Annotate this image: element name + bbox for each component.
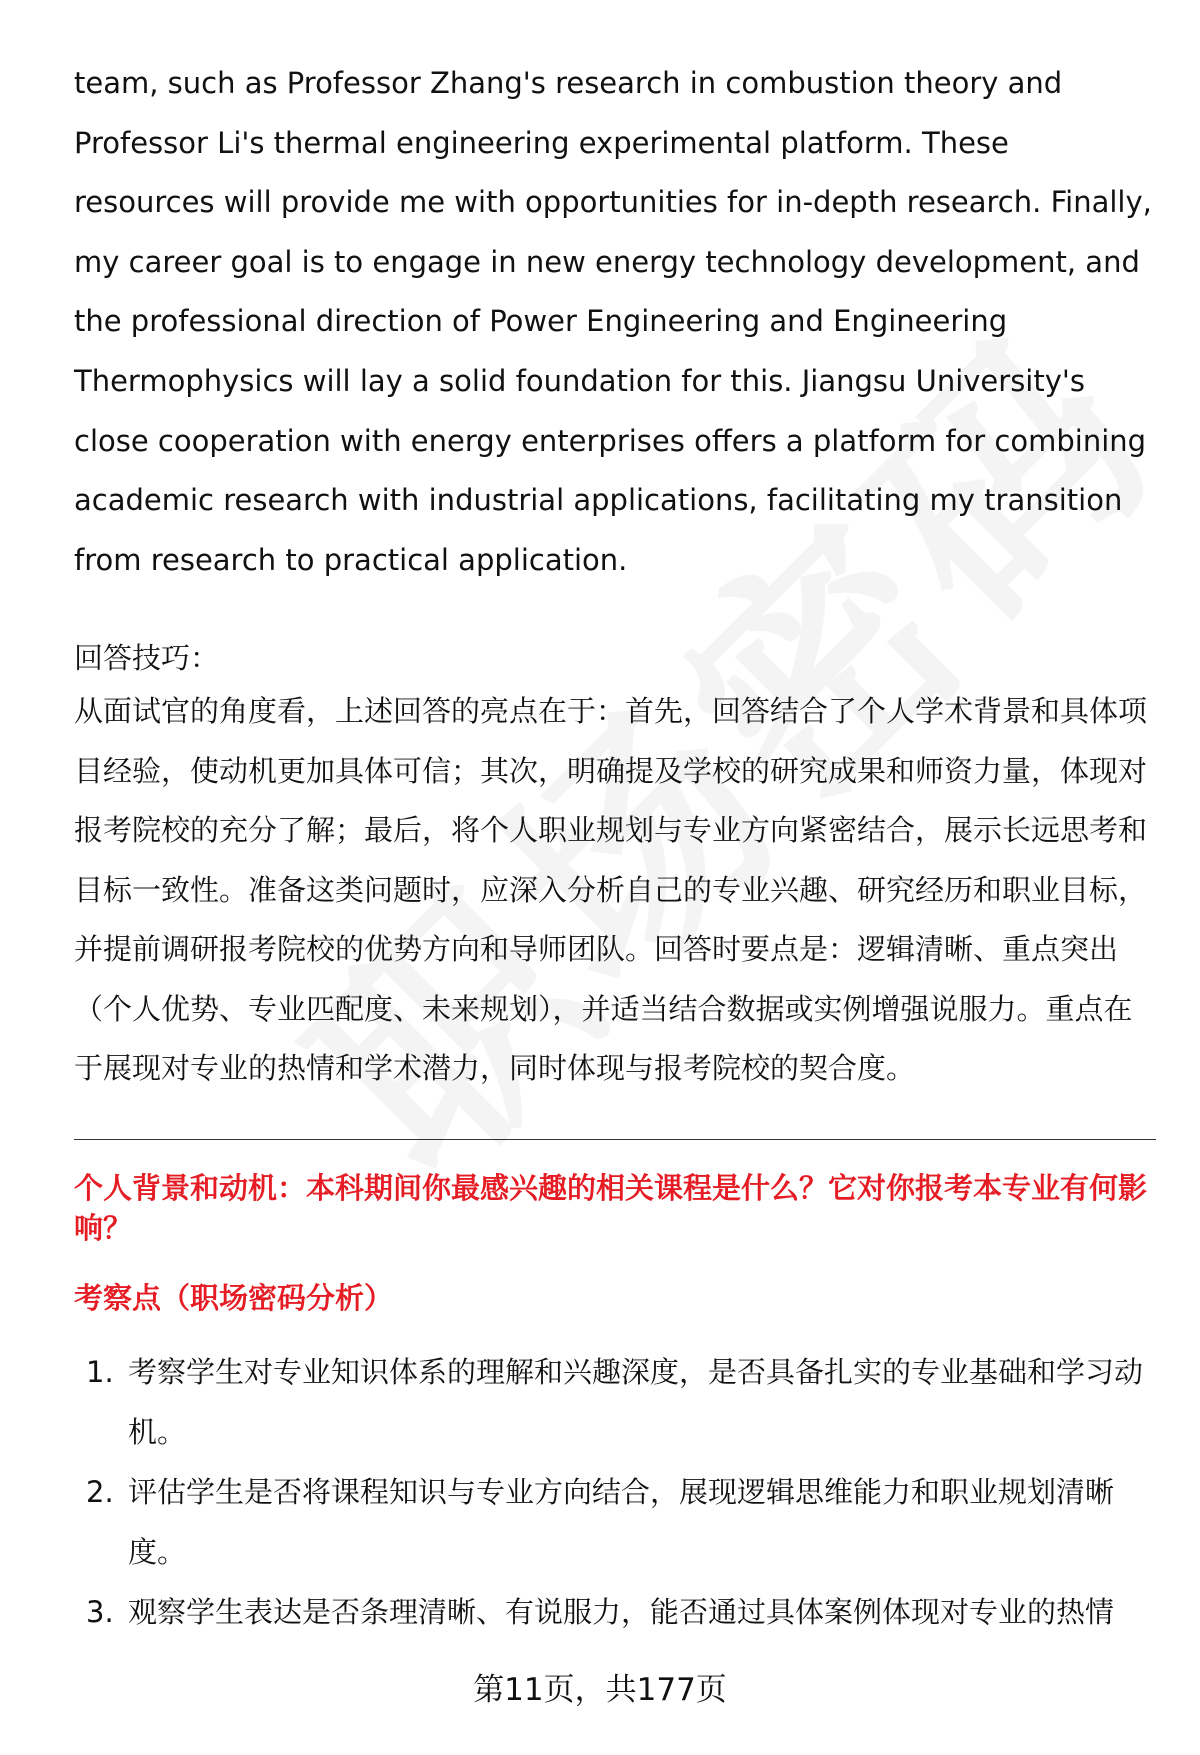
assessment-points-list [74,1342,1154,1642]
page-content [74,54,1154,1642]
list-item-text: 评估学生是否将课程知识与专业方向结合，展现逻辑思维能力和职业规划清晰度。 [128,1474,1115,1569]
question-heading: 个人背景和动机：本科期间你最感兴趣的相关课程是什么？它对你报考本专业有何影响？ [74,1170,1148,1245]
answer-tips-heading: 回答技巧： [74,641,220,676]
list-item [74,1582,1154,1642]
list-item-number: 2. [86,1474,114,1509]
list-item-number: 1. [86,1354,114,1389]
answer-tips-paragraph: 从面试官的角度看，上述回答的亮点在于：首先，回答结合了个人学术背景和具体项目经验，使动机更加具体可信；其次，明确提及学校的研究成果和师资力量，体现对报考院校的充分了解；最后，将个人职业规划与专业方向紧密结合，展示长远思考和目标一致性。准备这类问题时，应深入分析自己的专业兴趣、研究经历和职业目标，并提前调研报考院校的优势方向和导师团队。回答时要点是：逻辑清晰、重点突出（个人优势、专业匹配度、未来规划），并适当结合数据或实例增强说服力。重点在于展现对专业的热情和学术潜力，同时体现与报考院校的契合度。 [74,694,1148,1086]
list-item-text: 考察学生对专业知识体系的理解和兴趣深度，是否具备扎实的专业基础和学习动机。 [128,1354,1144,1449]
english-answer-paragraph: team, such as Professor Zhang's research in combustion theory and Professor Li's thermal engineering experimental platform. These resources will provide me with opportunities for in-depth research. Finally, my career goal is to engage in new energy technology development, and the professional direction of Power Engineering and Engineering Thermophysics will lay a solid foundation for this. Jiangsu University's close cooperation with energy enterprises offers a platform for combining academic research with industrial applications, facilitating my transition from research to practical application. [74,66,1152,577]
list-item-number: 3. [86,1594,114,1629]
list-item [74,1462,1154,1582]
page-number-footer: 第11页，共177页 [473,1672,727,1708]
list-item-text: 观察学生表达是否条理清晰、有说服力，能否通过具体案例体现对专业的热情 [128,1594,1115,1629]
assessment-points-title: 考察点（职场密码分析） [74,1280,394,1315]
section-divider [74,1139,1156,1140]
list-item [74,1342,1154,1462]
